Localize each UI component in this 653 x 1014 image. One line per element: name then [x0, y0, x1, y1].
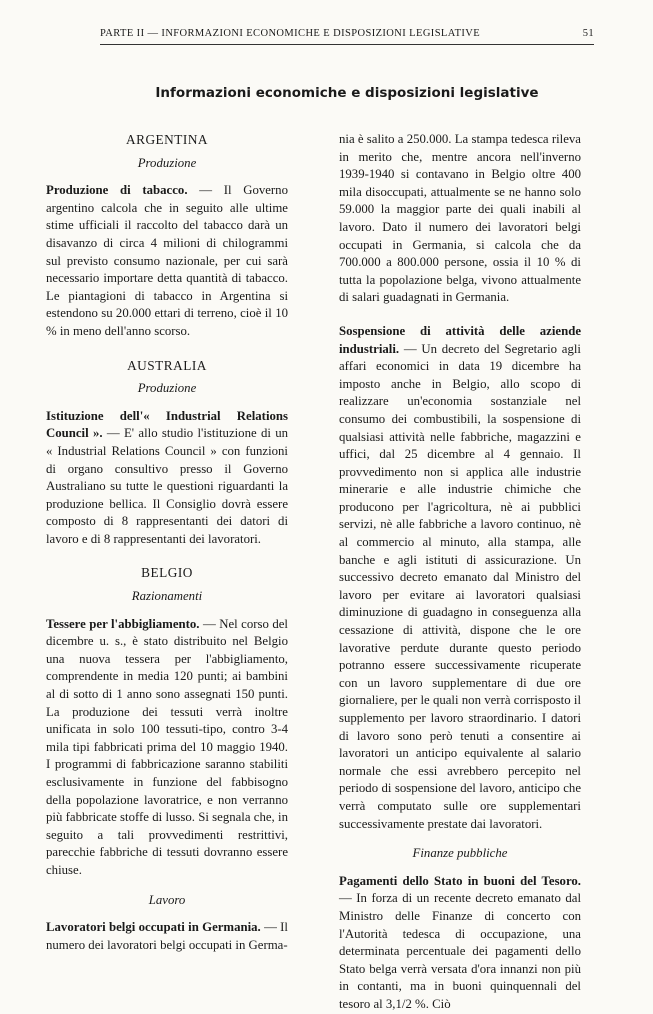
- section-heading: Finanze pubbliche: [412, 846, 508, 861]
- article-lead: Sospensione di attività delle aziende industriali.: [339, 323, 581, 356]
- article-lead: Istituzione dell'« Industrial Relations Council ».: [46, 408, 288, 441]
- running-head: [100, 28, 594, 39]
- article-lead: Lavoratori belgi occupati in Germania.: [46, 920, 261, 935]
- page-title: Informazioni economiche e disposizioni legislative: [155, 85, 539, 101]
- article-paragraph: [339, 323, 581, 833]
- running-head-title: PARTE II — INFORMAZIONI ECONOMICHE E DISPOSIZIONI LEGISLATIVE: [100, 28, 481, 39]
- section-heading: Produzione: [137, 155, 197, 170]
- left-column: [46, 131, 288, 954]
- article-text: — In forza di un recente decreto emanato dal Ministro delle Finanze di concerto con l'Autorità tedesca di occupazione, una determinata percentuale dei pagamenti dello Stato belga verrà versata d'ora innanzi non più in contanti, ma in buoni quinquennali del tesoro al 3,1/2 %. Ciò: [339, 891, 581, 1011]
- article-paragraph: [46, 182, 288, 340]
- article-lead: Pagamenti dello Stato in buoni del Tesoro.: [339, 873, 581, 888]
- header-rule: [100, 44, 594, 45]
- article-paragraph: [46, 919, 288, 954]
- article-text: — Un decreto del Segretario agli affari economici in data 19 dicembre ha imposto anche in Belgio, allo scopo di realizzare un'economia sostanziale nel consumo dei combustibili, la sospensione di qualsiasi attività nelle fabbriche, magazzini e uffici, dal 25 dicembre al 4 gennaio. Il provvedimento non si applica alle industrie minerarie e alle industrie chimiche che producono per l'agricoltura, nè ai pubblici servizi, nè alle fabbriche a lavoro continuo, nè al commercio al minuto, alla stampa, alle banche e agli istituti di assicurazione. Un successivo decreto emanato dal Ministro del lavoro per evitare ai lavoratori qualsiasi diminuzione di guadagno in conseguenza alla cessazione di attività, dispone che le ore lavorative perdute durante questo periodo potranno essere successivamente ricuperate con un lavoro supplementare di due ore giornaliere, per le quali non verrà corrisposto il supplemento per lavoro straordinario. I datori di lavoro sono però tenuti a consentire ai lavoratori un anticipo equivalente al salario normale che essi avrebbero percepito nel periodo di sospensione del lavoro, anticipo che verrà computato sulle ore supplementari successivamente prestate dai lavoratori.: [339, 341, 581, 831]
- article-text: — Il numero dei lavoratori belgi occupati in Germa-: [46, 920, 288, 952]
- article-text: — Il Governo argentino calcola che in seguito alle ultime stime ufficiali il raccolto del tabacco darà un disavanzo di circa 4 milioni di chilogrammi sul previsto consumo nazionale, per cui sarà necessario importare detta quantità di tabacco. Le piantagioni di tabacco in Argentina si estendono su 20.000 ettari di terreno, cioè il 10 % in meno dell'anno scorso.: [46, 183, 288, 338]
- article-text: — E' allo studio l'istituzione di un « Industrial Relations Council » con funzioni di organo consultivo presso il Governo Australiano su tutte le questioni riguardanti la produzione bellica. Il Consiglio dovrà essere composto di 8 rappresentanti dei datori di lavoro e di 8 rappresentanti dei lavoratori.: [46, 426, 289, 546]
- article-paragraph: [46, 616, 288, 880]
- country-heading-belgio: BELGIO: [141, 565, 193, 581]
- article-paragraph: [339, 873, 581, 1014]
- country-heading-argentina: ARGENTINA: [125, 132, 209, 147]
- article-text: — Nel corso del dicembre u. s., è stato distribuito nel Belgio una nuova tessera per l'abbigliamento, comprendente in media 120 punti; ai bambini al di sotto di 1 anno sono assegnati 150 punti. La produzione dei tessuti verrà inoltre unificata in solo 100 tessuti-tipo, contro 3-4 mila tipi fabbricati prima del 10 maggio 1940. I programmi di fabbricazione saranno stabiliti esclusivamente in funzione del fabbisogno della popolazione lavoratrice, e non verranno più fabbricate stoffe di lusso. Si segnala che, in seguito a tali provvedimenti restrittivi, parecchie fabbriche di tessuti dovranno essere chiuse.: [46, 616, 288, 877]
- right-column: [339, 131, 581, 1014]
- section-heading: Razionamenti: [131, 589, 203, 604]
- page-number: 51: [582, 28, 594, 39]
- article-lead: Produzione di tabacco.: [46, 183, 188, 198]
- section-heading: Produzione: [137, 381, 197, 396]
- article-lead: Tessere per l'abbigliamento.: [46, 616, 200, 631]
- country-heading-australia: AUSTRALIA: [127, 357, 207, 373]
- article-continuation: nia è salito a 250.000. La stampa tedesca rileva in merito che, mentre ancora nell'inverno 1939-1940 si contavano in Belgio oltre 400 mila disoccupati, attualmente se ne hanno solo 59.000 la maggior parte dei quali inabili al lavoro. Dato il numero dei lavoratori belgi occupati in Germania, si calcola che da 700.000 a 800.000 persone, ossia il 10 % di tutta la popolazione belga, vivono attualmente di salari guadagnati in Germania.: [339, 132, 581, 305]
- article-paragraph: [46, 408, 288, 549]
- section-heading: Lavoro: [148, 892, 186, 907]
